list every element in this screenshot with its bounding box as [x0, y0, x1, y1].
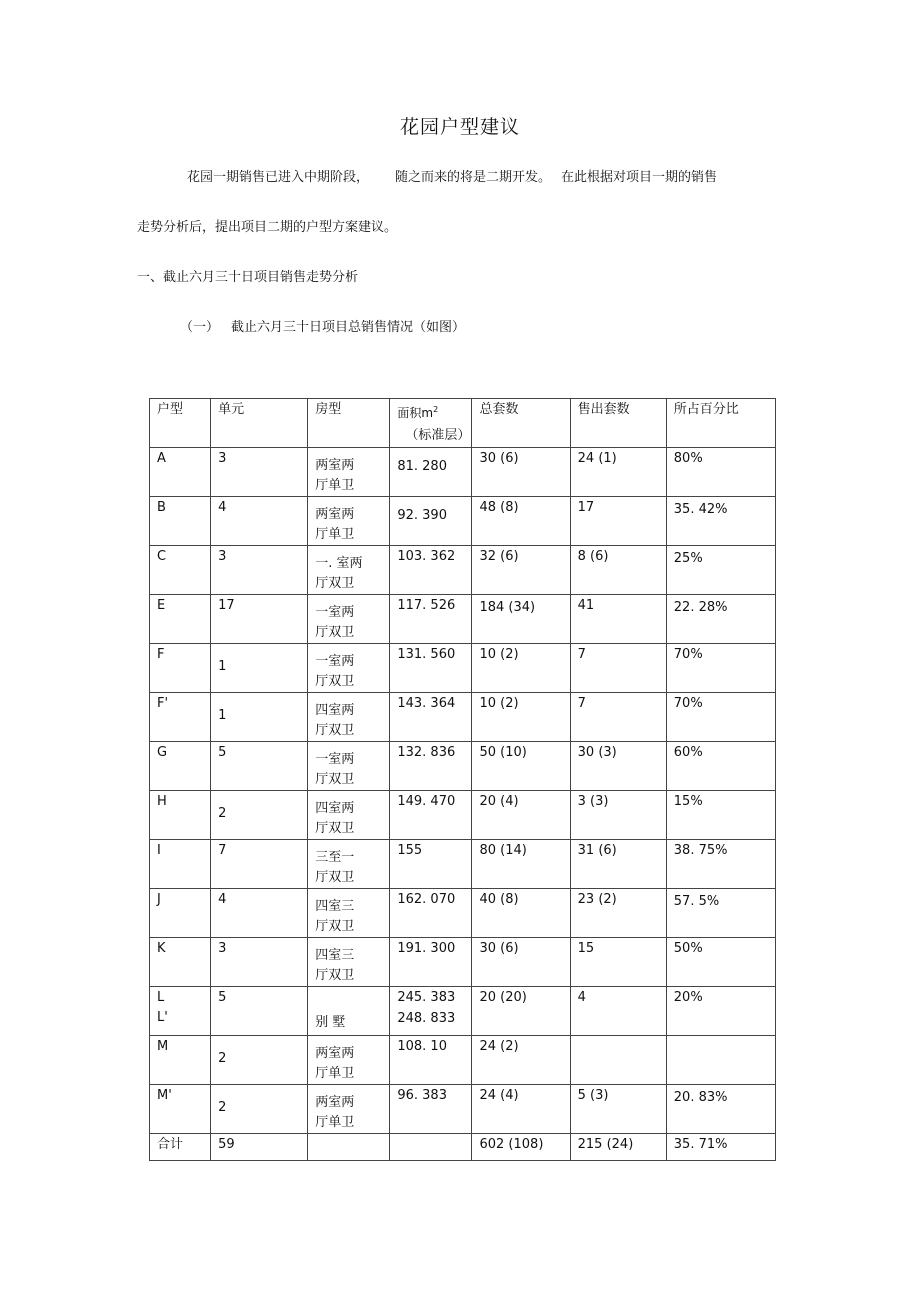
- section-heading: 一、截止六月三十日项目销售走势分析: [137, 270, 359, 285]
- cell-room: [308, 497, 390, 546]
- cell-total: [472, 497, 570, 546]
- cell-type-value: L: [157, 990, 165, 1005]
- cell-units: [211, 987, 308, 1036]
- cell-area: [390, 742, 472, 791]
- cell-units-value: 3: [218, 451, 227, 466]
- cell-percent: [666, 889, 775, 938]
- cell-sold: [570, 742, 666, 791]
- cell-room-line1: 两室两: [315, 1046, 355, 1061]
- cell-room-line1: 四室三: [315, 899, 355, 914]
- cell-units: [211, 791, 308, 840]
- cell-sold-value: 24 (1): [577, 451, 617, 466]
- cell-area: [390, 497, 472, 546]
- cell-area-value: 96. 383: [397, 1088, 447, 1103]
- table-row: [150, 938, 776, 987]
- header-percent: 所占百分比: [666, 399, 775, 448]
- cell-percent-value: 15%: [673, 794, 703, 809]
- cell-units-value: 2: [218, 806, 227, 821]
- cell-total-value: 30 (6): [479, 941, 519, 956]
- intro-part1: 花园一期销售已进入中期阶段，: [187, 170, 370, 185]
- cell-room: [308, 644, 390, 693]
- cell-area: [390, 1085, 472, 1134]
- header-area-label: 面积m: [397, 406, 434, 420]
- cell-units-value: 2: [218, 1100, 227, 1115]
- cell-type-value: C: [157, 549, 167, 564]
- cell-area: [390, 791, 472, 840]
- total-room: [308, 1134, 390, 1161]
- cell-type: [150, 644, 211, 693]
- cell-type: [150, 497, 211, 546]
- cell-percent-value: 70%: [673, 647, 703, 662]
- total-sold: 215 (24): [570, 1134, 666, 1161]
- cell-area-value: 92. 390: [397, 508, 447, 523]
- cell-type-value: I: [157, 843, 161, 858]
- header-type: 户型: [150, 399, 211, 448]
- cell-type-value: B: [157, 500, 166, 515]
- cell-units: [211, 644, 308, 693]
- cell-units: [211, 938, 308, 987]
- cell-area: [390, 644, 472, 693]
- cell-total: [472, 546, 570, 595]
- cell-room-line1: 四室两: [315, 801, 355, 816]
- cell-percent-value: 20. 83%: [673, 1090, 728, 1105]
- cell-total-value: 10 (2): [479, 696, 519, 711]
- cell-type-value: A: [157, 451, 166, 466]
- cell-total-value: 40 (8): [479, 892, 519, 907]
- cell-sold-value: 30 (3): [577, 745, 617, 760]
- cell-room-line1: 四室三: [315, 948, 355, 963]
- cell-type: [150, 1036, 211, 1085]
- cell-type-value: H: [157, 794, 167, 809]
- cell-room: [308, 987, 390, 1036]
- cell-total: [472, 644, 570, 693]
- table-row: [150, 546, 776, 595]
- cell-total-value: 184 (34): [479, 600, 536, 615]
- total-label: 合计: [150, 1134, 211, 1161]
- cell-area: [390, 693, 472, 742]
- cell-percent: [666, 840, 775, 889]
- cell-area-value: 117. 526: [397, 598, 456, 613]
- cell-type-value: G: [157, 745, 168, 760]
- cell-area: [390, 840, 472, 889]
- cell-units-value: 4: [218, 500, 227, 515]
- cell-sold-value: 17: [577, 500, 595, 515]
- cell-percent: [666, 497, 775, 546]
- cell-sold-value: 3 (3): [577, 794, 609, 809]
- cell-area-value: 108. 10: [397, 1039, 447, 1054]
- cell-percent: [666, 1085, 775, 1134]
- cell-sold-value: 7: [577, 647, 586, 662]
- cell-total: [472, 987, 570, 1036]
- cell-room-line1: 两室两: [315, 458, 355, 473]
- cell-units-value: 3: [218, 549, 227, 564]
- cell-sold: [570, 791, 666, 840]
- cell-total-value: 32 (6): [479, 549, 519, 564]
- cell-area: [390, 938, 472, 987]
- table-row: [150, 791, 776, 840]
- cell-room-line2: 厅单卫: [315, 527, 355, 542]
- cell-total-value: 20 (4): [479, 794, 519, 809]
- cell-type: [150, 840, 211, 889]
- cell-percent: [666, 938, 775, 987]
- cell-percent-value: 22. 28%: [673, 600, 728, 615]
- cell-percent: [666, 742, 775, 791]
- cell-sold-value: 31 (6): [577, 843, 617, 858]
- cell-total: [472, 889, 570, 938]
- table-row: [150, 889, 776, 938]
- cell-room: [308, 840, 390, 889]
- cell-units: [211, 448, 308, 497]
- cell-area-value: 81. 280: [397, 459, 447, 474]
- table-row: [150, 1085, 776, 1134]
- cell-total: [472, 791, 570, 840]
- intro-part2: 随之而来的将是二期开发。: [395, 170, 552, 185]
- cell-total-value: 24 (4): [479, 1088, 519, 1103]
- cell-area-value: 245. 383: [397, 990, 456, 1005]
- cell-type-value: K: [157, 941, 166, 956]
- cell-type-value: M': [157, 1088, 172, 1103]
- cell-percent-value: 80%: [673, 451, 703, 466]
- cell-area: [390, 1036, 472, 1085]
- cell-area-value: 191. 300: [397, 941, 456, 956]
- cell-room-line2: 厅双卫: [315, 870, 355, 885]
- cell-total-value: 24 (2): [479, 1039, 519, 1054]
- cell-sold: [570, 595, 666, 644]
- cell-area: [390, 987, 472, 1036]
- cell-area-value: 103. 362: [397, 549, 456, 564]
- cell-area: [390, 546, 472, 595]
- cell-sold: [570, 938, 666, 987]
- cell-units-value: 4: [218, 892, 227, 907]
- cell-room-line2: 厅双卫: [315, 919, 355, 934]
- cell-total-value: 48 (8): [479, 500, 519, 515]
- cell-units: [211, 840, 308, 889]
- cell-area: [390, 595, 472, 644]
- cell-room-line2: 厅单卫: [315, 1115, 355, 1130]
- intro-paragraph-line2: 走势分析后，提出项目二期的户型方案建议。: [137, 220, 398, 235]
- cell-room-line2: 厅双卫: [315, 674, 355, 689]
- cell-type: [150, 1085, 211, 1134]
- cell-room-line2: 厅双卫: [315, 576, 355, 591]
- cell-percent-value: 35. 42%: [673, 502, 728, 517]
- cell-sold-value: 41: [577, 598, 595, 613]
- cell-sold-value: 4: [577, 990, 586, 1005]
- total-area: [390, 1134, 472, 1161]
- cell-area: [390, 448, 472, 497]
- cell-percent: [666, 791, 775, 840]
- cell-total-value: 50 (10): [479, 745, 527, 760]
- cell-type: [150, 742, 211, 791]
- cell-percent: [666, 693, 775, 742]
- cell-total: [472, 1085, 570, 1134]
- table-row: [150, 840, 776, 889]
- cell-room: [308, 546, 390, 595]
- cell-sold: [570, 497, 666, 546]
- cell-sold-value: 8 (6): [577, 549, 609, 564]
- cell-room: [308, 742, 390, 791]
- sales-table: [149, 398, 776, 1161]
- cell-total: [472, 938, 570, 987]
- table-total-row: [150, 1134, 776, 1161]
- cell-units: [211, 497, 308, 546]
- cell-percent-value: 60%: [673, 745, 703, 760]
- cell-sold-value: 7: [577, 696, 586, 711]
- cell-units: [211, 889, 308, 938]
- cell-type-value: E: [157, 598, 166, 613]
- cell-room-line1: 四室两: [315, 703, 355, 718]
- intro-part3: 在此根据对项目一期的销售: [561, 170, 718, 185]
- table-row: [150, 693, 776, 742]
- cell-percent: [666, 595, 775, 644]
- cell-sold-value: 15: [577, 941, 595, 956]
- cell-units-value: 1: [218, 659, 227, 674]
- cell-type-value: J: [157, 892, 161, 907]
- table-row: [150, 595, 776, 644]
- cell-units: [211, 693, 308, 742]
- cell-room: [308, 1036, 390, 1085]
- cell-units: [211, 742, 308, 791]
- total-count: 602 (108): [472, 1134, 570, 1161]
- cell-total-value: 30 (6): [479, 451, 519, 466]
- cell-room-line1: 一室两: [315, 654, 355, 669]
- cell-area-value: 149. 470: [397, 794, 456, 809]
- cell-units-value: 1: [218, 708, 227, 723]
- subsection-number: （一）: [180, 320, 220, 335]
- cell-sold: [570, 693, 666, 742]
- cell-room-line2: 别 墅: [315, 1015, 346, 1030]
- header-room: 房型: [308, 399, 390, 448]
- cell-percent: [666, 987, 775, 1036]
- cell-room: [308, 1085, 390, 1134]
- cell-type-value: F': [157, 696, 169, 711]
- table-row: [150, 1036, 776, 1085]
- cell-type: [150, 546, 211, 595]
- cell-type: [150, 987, 211, 1036]
- cell-type-value: M: [157, 1039, 169, 1054]
- cell-total-value: 10 (2): [479, 647, 519, 662]
- cell-sold: [570, 546, 666, 595]
- cell-percent: [666, 546, 775, 595]
- cell-total: [472, 693, 570, 742]
- cell-room: [308, 693, 390, 742]
- cell-sold: [570, 840, 666, 889]
- header-sold: 售出套数: [570, 399, 666, 448]
- subsection-title: 截止六月三十日项目总销售情况（如图）: [231, 320, 466, 335]
- cell-sold: [570, 987, 666, 1036]
- cell-units-value: 2: [218, 1051, 227, 1066]
- cell-sold: [570, 644, 666, 693]
- cell-room-line2: 厅单卫: [315, 1066, 355, 1081]
- cell-room-line2: 厅单卫: [315, 478, 355, 493]
- header-units: 单元: [211, 399, 308, 448]
- cell-percent-value: 25%: [673, 551, 703, 566]
- table-header-row: [150, 399, 776, 448]
- cell-room: [308, 448, 390, 497]
- cell-room: [308, 889, 390, 938]
- header-area: [390, 399, 472, 448]
- cell-type-value-secondary: L': [157, 1010, 168, 1025]
- header-area-sup: 2: [433, 405, 439, 414]
- cell-room-line1: 两室两: [315, 1095, 355, 1110]
- cell-units: [211, 1085, 308, 1134]
- cell-room-line1: 一室两: [315, 752, 355, 767]
- cell-room: [308, 791, 390, 840]
- subsection-heading: [180, 316, 465, 335]
- cell-type: [150, 791, 211, 840]
- cell-room-line1: 两室两: [315, 507, 355, 522]
- cell-area-value: 132. 836: [397, 745, 456, 760]
- table-row: [150, 987, 776, 1036]
- cell-area-value: 162. 070: [397, 892, 456, 907]
- cell-room-line2: 厅双卫: [315, 772, 355, 787]
- cell-percent-value: 50%: [673, 941, 703, 956]
- intro-paragraph-line1: [187, 166, 717, 185]
- header-area-note: （标准层）: [405, 428, 471, 443]
- cell-type-value: F: [157, 647, 165, 662]
- table-row: [150, 448, 776, 497]
- cell-area-value: 155: [397, 843, 423, 858]
- cell-units-value: 3: [218, 941, 227, 956]
- cell-percent-value: 38. 75%: [673, 843, 728, 858]
- cell-percent: [666, 1036, 775, 1085]
- cell-units: [211, 546, 308, 595]
- cell-room-line2: 厅双卫: [315, 625, 355, 640]
- cell-sold-value: 23 (2): [577, 892, 617, 907]
- cell-sold: [570, 448, 666, 497]
- cell-total: [472, 595, 570, 644]
- cell-type: [150, 693, 211, 742]
- cell-sold-value: 5 (3): [577, 1088, 609, 1103]
- cell-sold: [570, 1036, 666, 1085]
- cell-percent-value: 57. 5%: [673, 894, 720, 909]
- cell-type: [150, 938, 211, 987]
- cell-area-value: 131. 560: [397, 647, 456, 662]
- cell-units-value: 17: [218, 598, 235, 613]
- cell-room-line2: 厅双卫: [315, 723, 355, 738]
- cell-room-line1: 一室两: [315, 605, 355, 620]
- cell-sold: [570, 1085, 666, 1134]
- cell-room: [308, 595, 390, 644]
- cell-total-value: 80 (14): [479, 843, 527, 858]
- cell-type: [150, 889, 211, 938]
- cell-area-value: 143. 364: [397, 696, 456, 711]
- cell-units-value: 5: [218, 990, 227, 1005]
- table-row: [150, 742, 776, 791]
- cell-percent-value: 20%: [673, 990, 703, 1005]
- total-percent: 35. 71%: [666, 1134, 775, 1161]
- cell-total: [472, 742, 570, 791]
- cell-percent-value: 70%: [673, 696, 703, 711]
- cell-room-line1: 三至一: [315, 850, 355, 865]
- cell-room: [308, 938, 390, 987]
- cell-type: [150, 595, 211, 644]
- cell-room-line2: 厅双卫: [315, 821, 355, 836]
- cell-total: [472, 840, 570, 889]
- cell-percent: [666, 448, 775, 497]
- header-total: 总套数: [472, 399, 570, 448]
- cell-total: [472, 448, 570, 497]
- cell-room-line1: 一. 室两: [315, 556, 363, 571]
- cell-total: [472, 1036, 570, 1085]
- table-row: [150, 497, 776, 546]
- cell-type: [150, 448, 211, 497]
- page-title: 花园户型建议: [399, 116, 520, 138]
- total-units: 59: [211, 1134, 308, 1161]
- cell-total-value: 20 (20): [479, 990, 527, 1005]
- cell-area-value-secondary: 248. 833: [397, 1011, 456, 1026]
- cell-units: [211, 595, 308, 644]
- cell-units-value: 5: [218, 745, 227, 760]
- cell-units: [211, 1036, 308, 1085]
- table-row: [150, 644, 776, 693]
- cell-percent: [666, 644, 775, 693]
- cell-area: [390, 889, 472, 938]
- cell-room-line2: 厅双卫: [315, 968, 355, 983]
- cell-sold: [570, 889, 666, 938]
- cell-units-value: 7: [218, 843, 227, 858]
